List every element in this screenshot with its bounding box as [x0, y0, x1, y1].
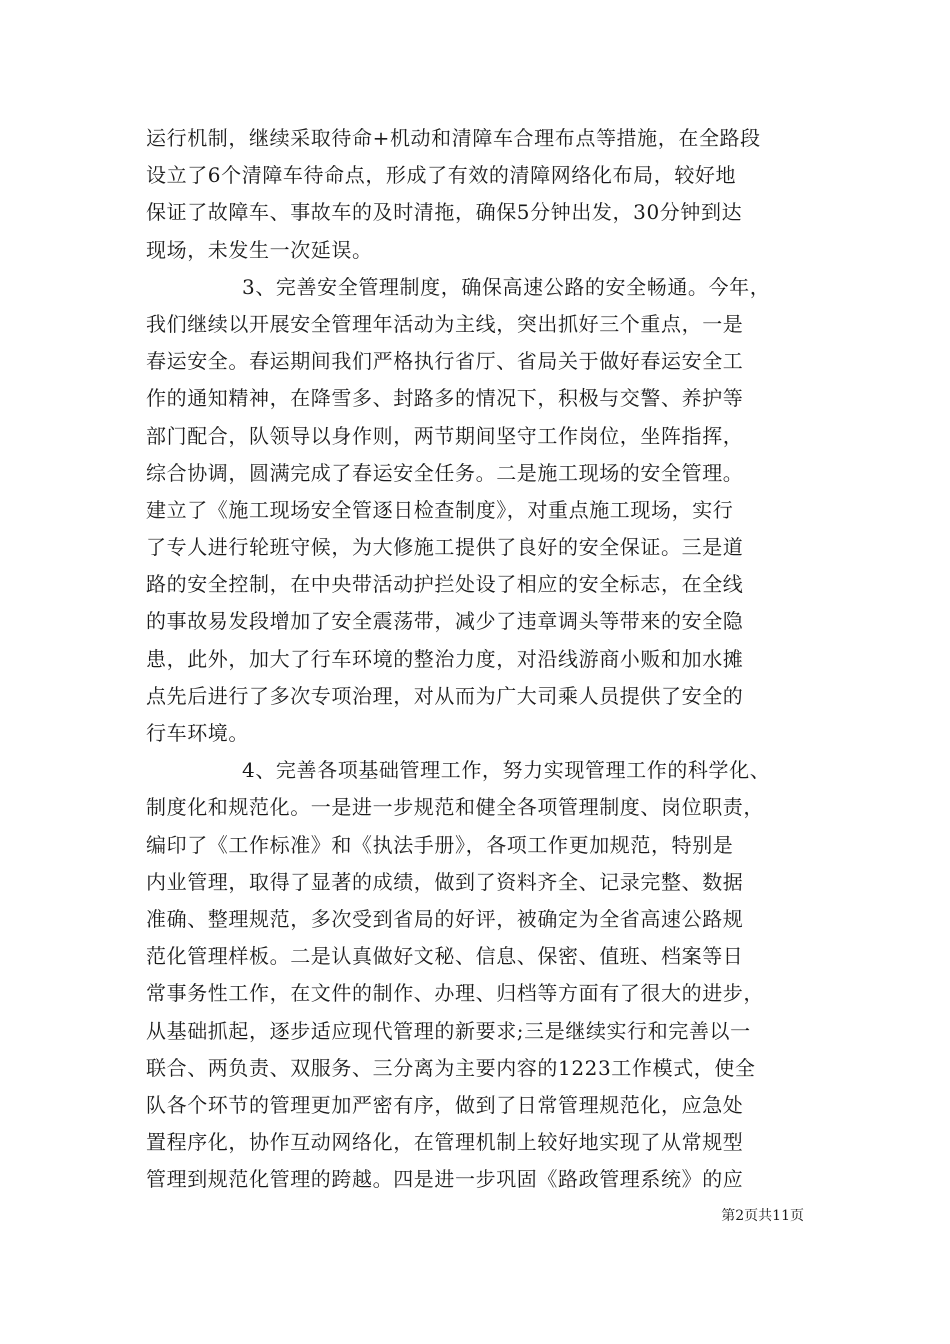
text-line: 点先后进行了多次专项治理，对从而为广大司乘人员提供了安全的	[146, 683, 744, 708]
text-line: 常事务性工作，在文件的制作、办理、归档等方面有了很大的进步，	[146, 981, 764, 1006]
text-line: 编印了《工作标准》和《执法手册》，各项工作更加规范，特别是	[146, 832, 734, 857]
text-line: 内业管理，取得了显著的成绩，做到了资料齐全、记录完整、数据	[146, 869, 744, 894]
text-line: 我们继续以开展安全管理年活动为主线，突出抓好三个重点，一是	[146, 311, 744, 336]
text-line: 运行机制，继续采取待命+机动和清障车合理布点等措施，在全路段	[146, 126, 761, 150]
text-line: 行车环境。	[146, 721, 249, 745]
text-line: 的事故易发段增加了安全震荡带，减少了违章调头等带来的安全隐	[146, 609, 744, 634]
text-line: 综合协调，圆满完成了春运安全任务。二是施工现场的安全管理。	[146, 460, 744, 485]
text-line: 制度化和规范化。一是进一步规范和健全各项管理制度、岗位职责，	[146, 795, 764, 820]
text-line: 春运安全。春运期间我们严格执行省厅、省局关于做好春运安全工	[146, 349, 744, 374]
text-line: 范化管理样板。二是认真做好文秘、信息、保密、值班、档案等日	[146, 944, 744, 969]
text-line: 联合、两负责、双服务、三分离为主要内容的1223工作模式，使全	[146, 1055, 756, 1080]
text-line: 现场，未发生一次延误。	[146, 237, 373, 262]
text-line: 置程序化，协作互动网络化，在管理机制上较好地实现了从常规型	[146, 1130, 744, 1155]
text-line: 保证了故障车、事故车的及时清拖，确保5分钟出发，30分钟到达	[146, 200, 743, 225]
page-number-footer: 第2页共11页	[721, 1208, 804, 1224]
text-line: 作的通知精神，在降雪多、封路多的情况下，积极与交警、养护等	[146, 386, 744, 411]
paragraph-start-line: 3、完善安全管理制度，确保高速公路的安全畅通。今年，	[242, 274, 771, 299]
text-line: 部门配合，队领导以身作则，两节期间坚守工作岗位，坐阵指挥，	[146, 423, 744, 448]
text-line: 了专人进行轮班守候，为大修施工提供了良好的安全保证。三是道	[146, 535, 744, 560]
paragraph-start-line: 4、完善各项基础管理工作，努力实现管理工作的科学化、	[242, 758, 771, 783]
text-line: 准确、整理规范，多次受到省局的好评，被确定为全省高速公路规	[146, 906, 744, 931]
text-line: 路的安全控制，在中央带活动护拦处设了相应的安全标志，在全线	[146, 572, 744, 597]
text-line: 从基础抓起，逐步适应现代管理的新要求;三是继续实行和完善以一	[146, 1018, 751, 1043]
text-line: 患，此外，加大了行车环境的整治力度，对沿线游商小贩和加水摊	[146, 646, 744, 671]
body-text	[146, 120, 806, 1198]
text-line: 设立了6个清障车待命点，形成了有效的清障网络化布局，较好地	[146, 163, 737, 188]
text-line: 建立了《施工现场安全管逐日检查制度》，对重点施工现场，实行	[146, 497, 734, 522]
text-line: 队各个环节的管理更加严密有序，做到了日常管理规范化，应急处	[146, 1092, 744, 1117]
text-line: 管理到规范化管理的跨越。四是进一步巩固《路政管理系统》的应	[146, 1167, 744, 1192]
